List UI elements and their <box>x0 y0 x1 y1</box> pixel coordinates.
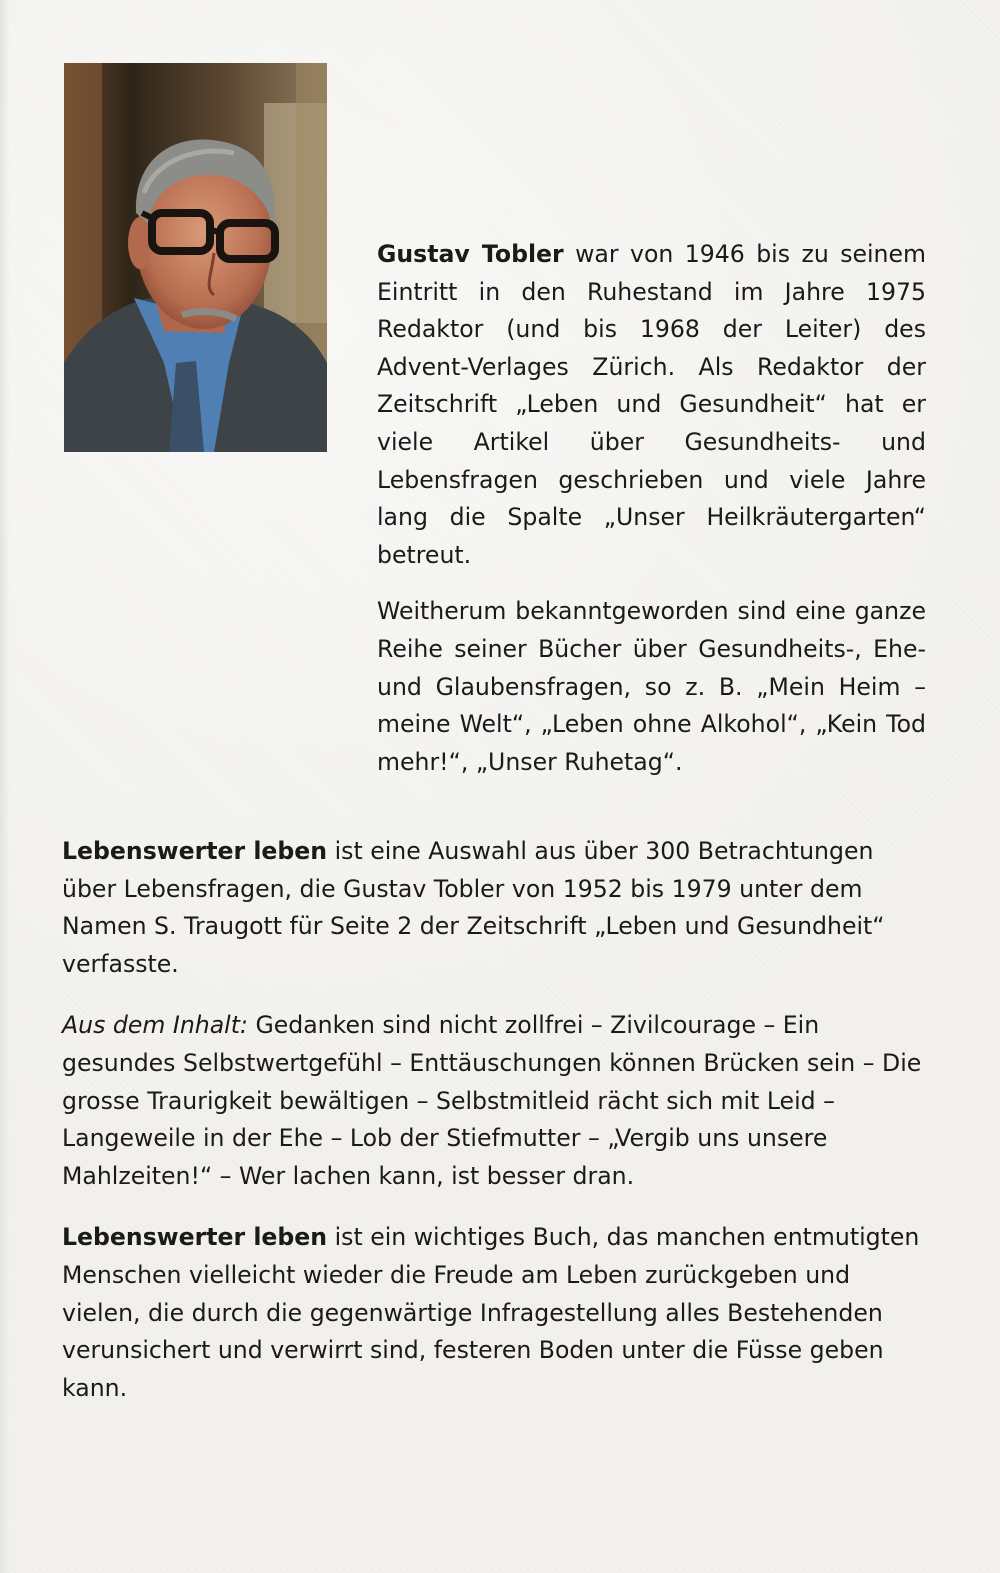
description-text-3: ist ein wichtiges Buch, das manchen entmutigten Menschen vielleicht wieder die Freude am Leben zurückgeben und vielen, die durch die gegenwärtige Infragestellung alles Bestehenden verunsichert und verwirrt sind, festeren Boden unter die Füsse geben kann. <box>62 1223 920 1402</box>
author-bio <box>377 236 926 781</box>
description-paragraph-1 <box>62 833 926 983</box>
author-bio-paragraph-1 <box>377 236 926 574</box>
author-portrait-photo <box>64 63 327 452</box>
author-name: Gustav Tobler <box>377 240 564 268</box>
book-title-repeat: Lebenswerter leben <box>62 1223 328 1252</box>
cover-edge <box>0 0 10 1573</box>
description-text-1: ist eine Auswahl aus über 300 Betrachtungen über Lebensfragen, die Gustav Tobler von 1952 bis 1979 unter dem Namen S. Traugott für Seite 2 der Zeitschrift „Leben und Gesundheit“ verfasste. <box>62 837 885 978</box>
contents-text: Gedanken sind nicht zollfrei – Zivilcourage – Ein gesundes Selbstwertgefühl – Enttäuschungen können Brücken sein – Die grosse Traurigkeit bewältigen – Selbstmitleid rächt sich mit Leid – Langeweile in der Ehe – Lob der Stiefmutter – „Vergib uns unsere Mahlzeiten!“ – Wer lachen kann, ist besser dran. <box>62 1011 922 1190</box>
author-books-paragraph: Weitherum bekanntgeworden sind eine ganze Reihe seiner Bücher über Gesundheits-, Ehe- und Glaubensfragen, so z. B. „Mein Heim – meine Welt“, „Leben ohne Alkohol“, „Kein Tod mehr!“, „Unser Ruhetag“. <box>377 597 926 776</box>
author-bio-text: war von 1946 bis zu seinem Eintritt in den Ruhestand im Jahre 1975 Redaktor (und bis 1968 der Leiter) des Advent-Verlages Zürich. Als Redaktor der Zeitschrift „Leben und Gesundheit“ hat er viele Artikel über Gesundheits- und Lebensfragen geschrieben und viele Jahre lang die Spalte „Unser Heilkräutergarten“ betreut. <box>377 240 927 569</box>
contents-label: Aus dem Inhalt: <box>62 1011 248 1040</box>
contents-paragraph <box>62 1007 926 1195</box>
description-paragraph-3 <box>62 1219 926 1407</box>
book-description <box>62 833 926 1407</box>
book-title: Lebenswerter leben <box>62 837 328 865</box>
